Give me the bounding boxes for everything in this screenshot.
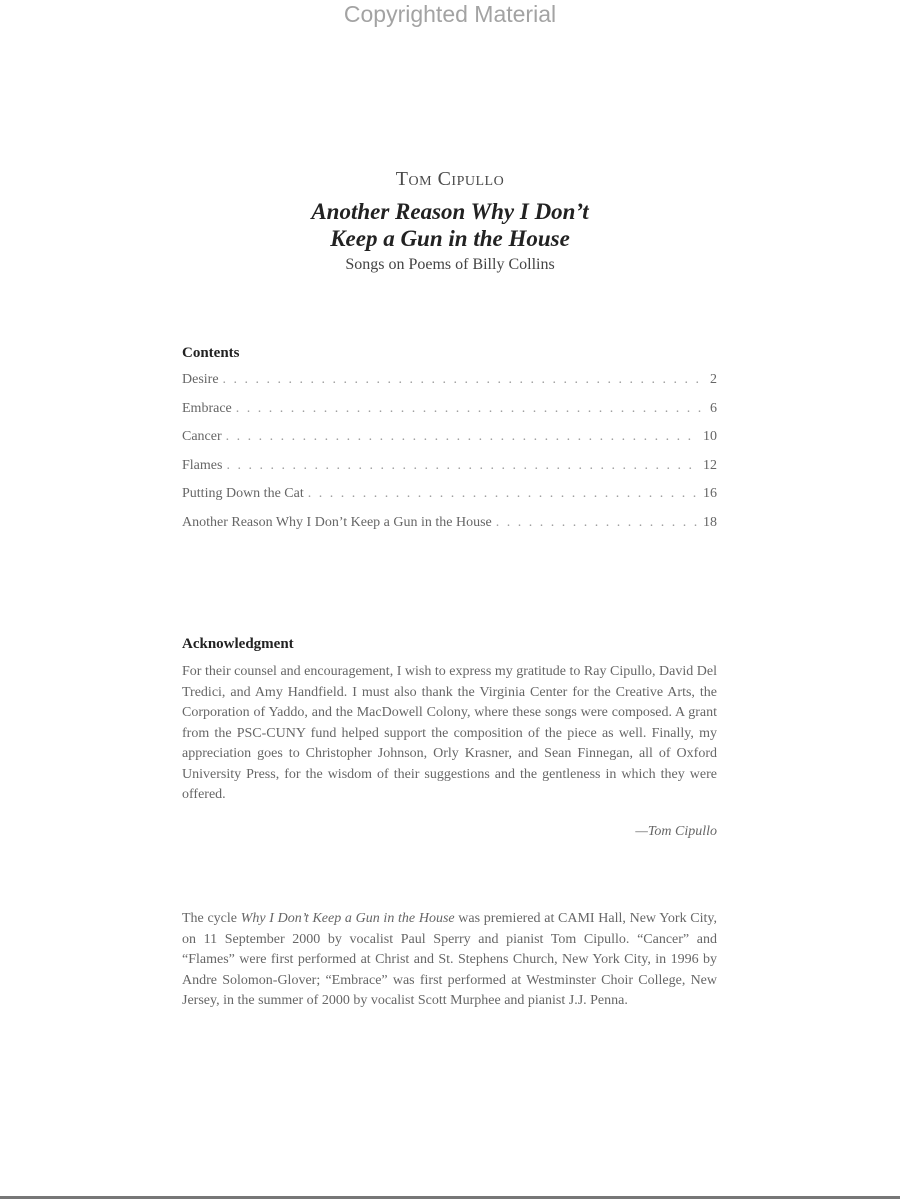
work-title-line-2: Keep a Gun in the House bbox=[330, 226, 570, 251]
toc-entry-page: 18 bbox=[703, 514, 717, 530]
contents-heading: Contents bbox=[182, 345, 240, 361]
composer-name: Tom Cipullo bbox=[395, 168, 505, 190]
toc-entry-title: Another Reason Why I Don’t Keep a Gun in the House bbox=[182, 514, 492, 530]
toc-entry-title: Flames bbox=[182, 457, 223, 473]
toc-entry-page: 10 bbox=[703, 429, 717, 444]
toc-entry bbox=[182, 486, 717, 515]
page-bottom-rule bbox=[0, 1196, 900, 1199]
work-title-line-1: Another Reason Why I Don’t bbox=[311, 199, 589, 224]
premiere-note-cycle-title: Why I Don’t Keep a Gun in the House bbox=[240, 911, 455, 926]
table-of-contents bbox=[182, 372, 717, 543]
premiere-note-details: was premiered at CAMI Hall, New York City, on 11 September 2000 by vocalist Paul Sperry and pianist Tom Cipullo. “Cancer” and “Flames” were first performed at Christ and St. Stephens Church, New York City, in 1996 by Andre Solomon-Glover; “Embrace” was first performed at Westminster Choir College, New Jersey, in the summer of 2000 by vocalist Scott Murphee and pianist J.J. Penna. bbox=[182, 911, 717, 1008]
acknowledgment-signature: —Tom Cipullo bbox=[635, 824, 717, 839]
work-title bbox=[0, 198, 900, 252]
toc-entry bbox=[182, 372, 717, 401]
copyright-watermark: Copyrighted Material bbox=[343, 1, 557, 27]
acknowledgment-heading: Acknowledgment bbox=[182, 636, 294, 652]
toc-leader-dots bbox=[496, 515, 699, 531]
toc-entry-title: Putting Down the Cat bbox=[182, 486, 304, 501]
toc-entry-page: 2 bbox=[710, 372, 717, 387]
premiere-note bbox=[182, 909, 717, 1012]
toc-entry-page: 12 bbox=[703, 457, 717, 473]
toc-leader-dots bbox=[308, 486, 699, 502]
toc-leader-dots bbox=[236, 401, 706, 417]
toc-entry-title: Cancer bbox=[182, 429, 222, 444]
toc-entry-page: 16 bbox=[703, 486, 717, 501]
toc-leader-dots bbox=[226, 429, 699, 445]
toc-entry-title: Desire bbox=[182, 372, 219, 387]
premiere-note-prefix: The cycle bbox=[182, 911, 241, 926]
toc-leader-dots bbox=[223, 372, 706, 388]
toc-leader-dots bbox=[226, 458, 699, 474]
toc-entry bbox=[182, 429, 717, 458]
work-subtitle: Songs on Poems of Billy Collins bbox=[345, 256, 555, 273]
toc-entry bbox=[182, 515, 717, 544]
toc-entry bbox=[182, 458, 717, 487]
toc-entry-page: 6 bbox=[710, 400, 717, 416]
toc-entry-title: Embrace bbox=[182, 400, 232, 416]
acknowledgment-body: For their counsel and encouragement, I wish to express my gratitude to Ray Cipullo, David Del Tredici, and Amy Handfield. I must also thank the Virginia Center for the Creative Arts, the Corporation of Yaddo, and the MacDowell Colony, where these songs were composed. A grant from the PSC-CUNY fund helped support the composition of the piece as well. Finally, my appreciation goes to Christopher Johnson, Orly Krasner, and Sean Finnegan, all of Oxford University Press, for the wisdom of their suggestions and the gentleness in which they were offered. bbox=[182, 664, 717, 802]
toc-entry bbox=[182, 401, 717, 430]
